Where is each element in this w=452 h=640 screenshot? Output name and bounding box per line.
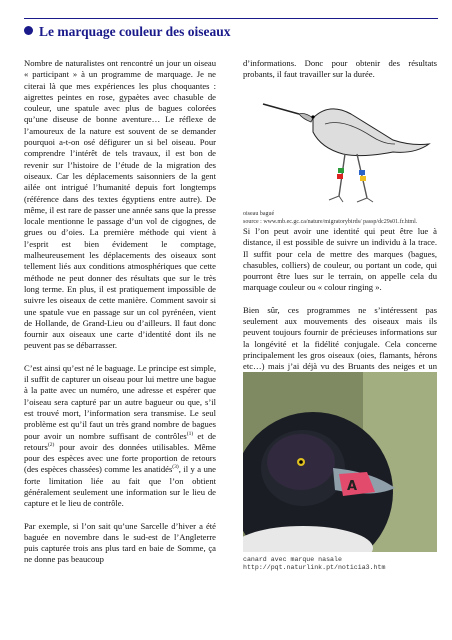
paragraph-intro: Nombre de naturalistes ont rencontré un jour un oiseau « participant » à un programme de marquage. Je ne citerai là que mes expériences les plus choquantes : aigrettes peintes en rose, gypaètes avec chasuble de couleur, une spatule avec plus de bagues colorées qu’une diseuse de bonne aventure… Le réflexe de l’amoureux de la nature est souvent de se demander pourquoi a-t-on osé défigurer un si bel oiseau. Pour comprendre l’intérêt de tels travaux, il est bon de revenir sur l’histoire de l’étude de la migration des oiseaux. Car les déplacements saisonniers de la gent ailée ont intrigué l’humanité depuis fort longtemps (référence dans des textes égyptiens entre autre). De même, il est rare de passer une année sans que la presse locale mentionne le passage d’un vol de cigognes, de grues ou d’oies. La première méthode qui vient à l’esprit est bien évidement le comptage, malheureusement les déplacements des oiseaux sont tellement liés aux conditions atmosphériques que cette méthode ne peut donner des résultats que sur le très long terme. En plus, il est pratiquement impossible de suivre les oiseaux de cette manière. Comment savoir si une spatule vue en passage sur un col pyrénéen, vient de Hollande, de Grand-Lieu ou d’ailleurs. Il faut donc fournir aux oiseaux une carte d’identité dont ils ne peuvent pas se débarrasser. — [24, 58, 216, 351]
paragraph-continuation: d’informations. Donc pour obtenir des résultats probants, il faut travailler sur la durée. — [243, 58, 437, 80]
figure-caption-1: oiseau bagué source : www.mb.ec.gc.ca/nature/migratorybirds/ passp/dc29s01.fr.html. — [243, 211, 418, 225]
page-title-text: Le marquage couleur des oiseaux — [39, 24, 231, 39]
paragraph-programmes: Bien sûr, ces programmes ne s’intéressent pas seulement aux mouvements des oiseaux mais ils peuvent toujours fournir de précieuses informations sur la longévité et la fidélité conjugale. Cela concerne principalement les gros oiseaux (oies, flamants, hérons etc…) mais j’ai déjà vu des Bruants des neiges et un — [243, 304, 437, 372]
right-column — [243, 58, 437, 92]
page-title — [24, 24, 231, 40]
svg-text:A: A — [347, 479, 358, 494]
banded-bird-illustration — [243, 88, 437, 208]
title-rule — [24, 18, 438, 19]
paragraph-colour-ringing: Si l’on peut avoir une identité qui peut être lue à distance, il est possible de suivre un individu à la trace. Il suffit pour cela de mettre des marques (bagues, chasubles, colliers) de couleur, ou portant un code, qui pourront être lues sur le terrain, on appelle cela du marquage couleur ou « colour ringing ». — [243, 226, 437, 293]
nasal-tagged-duck-photo — [243, 372, 437, 552]
paragraph-baguage: C’est ainsi qu’est né le baguage. Le principe est simple, il suffit de capturer un oiseau pour lui mettre une bague à la patte avec un numéro, une adresse et espérer que l’oiseau sera capturé par un autre bagueur ou que, s’il est trouvé mort, l’information sera transmise. Le seul problème est qu’il faut un très grand nombre de bagues pour avoir un nombre suffisant de contrôles$^{(1)}$ et de retours$^{(2)}$ pour avoir des données utilisables. Même pour des espèces avec une forte proportion de retours (des espèces chassées) comme les anatidés$^{(3)}$, il y a une forte limitation liée au fait que l’on obtient généralement seulement une information sur le lieu de capture et le lieu de contrôle. — [24, 362, 216, 509]
footnote-2: (2) — [47, 441, 55, 448]
bullet-icon — [24, 26, 33, 35]
footnote-3: (3) — [172, 464, 179, 471]
left-column — [24, 58, 216, 577]
figure-caption-2: canard avec marque nasale http://pqt.naturlink.pt/noticia3.htm — [243, 556, 386, 571]
footnote-1: (1) — [186, 430, 194, 437]
paragraph-sarcelle: Par exemple, si l’on sait qu’une Sarcelle d’hiver a été baguée en novembre dans le sud-est de l’Angleterre puis capturée trois ans plus tard en baie de Somme, ça ne donne pas beaucoup — [24, 520, 216, 565]
